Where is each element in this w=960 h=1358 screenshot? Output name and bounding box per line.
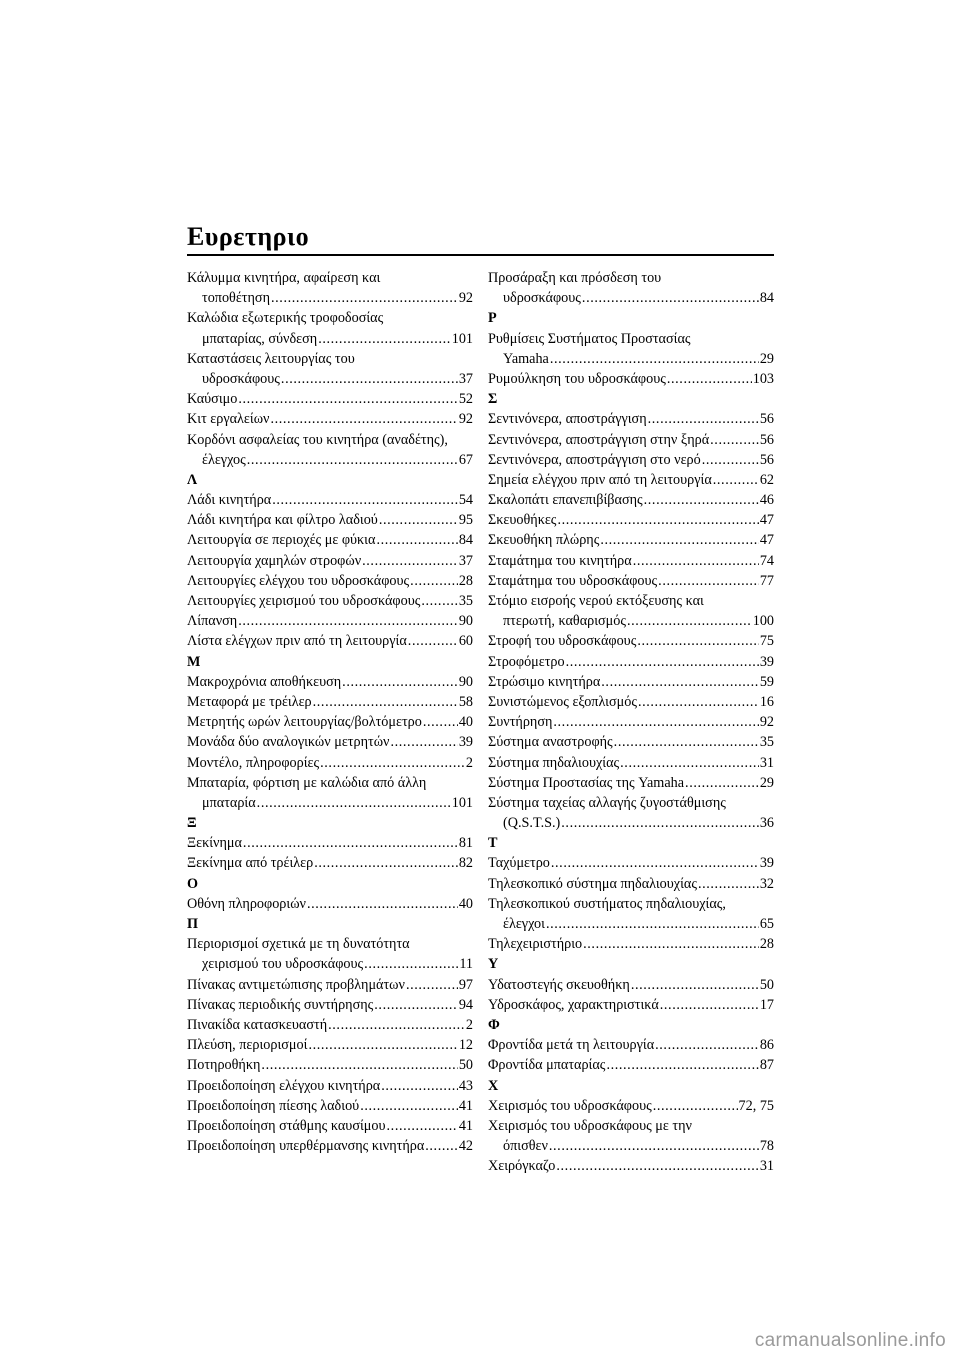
index-entry: [187, 793, 473, 813]
index-letter-heading: Ο: [187, 875, 199, 892]
index-entry: [488, 732, 774, 752]
index-entry: [488, 753, 774, 773]
dot-leader: [566, 652, 759, 672]
index-column-right: [488, 268, 774, 1176]
page-number: 46: [759, 492, 774, 509]
dot-leader: [374, 995, 458, 1015]
index-entry-label: Σκευοθήκες: [488, 512, 557, 529]
page-number: 87: [759, 1057, 774, 1074]
page-number: 101: [451, 794, 473, 811]
index-entry-label: Ρυμούλκηση του υδροσκάφους: [488, 370, 666, 387]
page-number: 35: [759, 734, 774, 751]
index-entry: [187, 611, 473, 631]
page-number: 92: [458, 411, 473, 428]
page-number: 37: [458, 552, 473, 569]
index-entry: [187, 571, 473, 591]
index-entry-text: Τηλεσκοπικού συστήματος πηδαλιουχίας,: [488, 895, 726, 912]
index-entry: [187, 712, 473, 732]
page-number: 31: [759, 1158, 774, 1175]
page-number: 28: [458, 572, 473, 589]
dot-leader: [658, 571, 759, 591]
index-entry: [187, 369, 473, 389]
index-entry: [488, 349, 774, 369]
dot-leader: [667, 369, 752, 389]
page-number: 29: [759, 350, 774, 367]
index-entry: [488, 934, 774, 954]
page-number: 59: [759, 673, 774, 690]
index-entry-label: όπισθεν: [503, 1138, 548, 1155]
index-entry: [488, 430, 774, 450]
page-number: 36: [759, 815, 774, 832]
index-entry-label: Προειδοποίηση ελέγχου κινητήρα: [187, 1077, 381, 1094]
index-entry: [187, 288, 473, 308]
index-entry: [187, 490, 473, 510]
dot-leader: [271, 288, 458, 308]
index-entry: [488, 813, 774, 833]
index-entry-label: Μοντέλο, πληροφορίες: [187, 754, 320, 771]
index-entry-label: Φροντίδα μετά τη λειτουργία: [488, 1037, 655, 1054]
index-entry-label: Λειτουργίες ελέγχου του υδροσκάφους: [187, 572, 410, 589]
page-number: 92: [458, 290, 473, 307]
index-entry-label: μπαταρία: [202, 794, 256, 811]
index-entry-text: Στόμιο εισροής νερού εκτόξευσης και: [488, 593, 704, 609]
index-entry-label: Στροφή του υδροσκάφους: [488, 633, 637, 650]
index-entry: [187, 631, 473, 651]
dot-leader: [423, 712, 458, 732]
page-number: 12: [458, 1037, 473, 1054]
index-entry: [488, 450, 774, 470]
page-number: 78: [759, 1138, 774, 1155]
dot-leader: [238, 611, 458, 631]
index-entry: [488, 571, 774, 591]
index-entry-label: Σεντινόνερα, αποστράγγιση: [488, 411, 647, 428]
page-number: 43: [458, 1077, 473, 1094]
index-entry: [488, 672, 774, 692]
index-entry: [187, 1076, 473, 1096]
dot-leader: [247, 450, 458, 470]
page-number: 42: [458, 1138, 473, 1155]
index-entry-label: Στρώσιμο κινητήρα: [488, 673, 601, 690]
dot-leader: [272, 490, 458, 510]
index-entry-label: Πίνακας περιοδικής συντήρησης: [187, 996, 374, 1013]
dot-leader: [308, 1035, 457, 1055]
title-rule: [187, 254, 774, 256]
dot-leader: [281, 369, 458, 389]
page-number: 92: [759, 714, 774, 731]
page-number: 74: [759, 552, 774, 569]
index-entry-label: μπαταρίας, σύνδεση: [202, 330, 318, 347]
index-entry: [187, 753, 473, 773]
index-column-left: [187, 268, 473, 1156]
index-letter-heading: Χ: [488, 1077, 499, 1094]
page-number: 41: [458, 1097, 473, 1114]
index-entry-label: Τηλεχειριστήριο: [488, 936, 583, 953]
index-entry: [187, 450, 473, 470]
index-entry-label: Πίνακας αντιμετώπισης προβλημάτων: [187, 976, 405, 993]
index-entry-text: Καταστάσεις λειτουργίας του: [187, 350, 355, 367]
page-number: 101: [451, 330, 473, 347]
index-entry-label: υδροσκάφους: [503, 290, 581, 307]
dot-leader: [653, 1096, 738, 1116]
index-entry-label: έλεγχος: [202, 451, 246, 468]
index-letter-heading: Υ: [488, 956, 499, 973]
index-entry-label: Λειτουργία χαμηλών στροφών: [187, 552, 362, 569]
index-entry: [488, 773, 774, 793]
index-letter-heading: Λ: [187, 471, 198, 488]
dot-leader: [648, 409, 759, 429]
index-letter-heading: Τ: [488, 835, 498, 852]
page-number: 90: [458, 613, 473, 630]
page-number: 40: [458, 714, 473, 731]
index-entry-text: Κάλυμμα κινητήρα, αφαίρεση και: [187, 270, 381, 286]
page-number: 47: [759, 512, 774, 529]
index-entry: [187, 1055, 473, 1075]
page-number: 81: [458, 835, 473, 852]
index-letter-heading: Μ: [187, 653, 201, 670]
dot-leader: [655, 1035, 759, 1055]
dot-leader: [320, 753, 465, 773]
dot-leader: [314, 853, 458, 873]
dot-leader: [601, 672, 759, 692]
index-entry-label: Προειδοποίηση στάθμης καυσίμου: [187, 1117, 386, 1134]
dot-leader: [425, 1136, 458, 1156]
index-entry: [488, 551, 774, 571]
dot-leader: [313, 692, 458, 712]
index-entry-label: Σεντινόνερα, αποστράγγιση στο νερό: [488, 451, 701, 468]
index-entry-label: Λειτουργία σε περιοχές με φύκια: [187, 532, 376, 549]
index-entry: [488, 369, 774, 389]
index-entry: [187, 954, 473, 974]
index-entry-label: Υδατοστεγής σκευοθήκη: [488, 976, 630, 993]
index-entry-label: Πλεύση, περιορισμοί: [187, 1037, 308, 1054]
index-entry: [187, 389, 473, 409]
index-entry-label: Στροφόμετρο: [488, 653, 565, 670]
dot-leader: [551, 853, 759, 873]
index-entry: [488, 1055, 774, 1075]
dot-leader: [381, 1076, 458, 1096]
dot-leader: [644, 490, 759, 510]
page-number: 41: [458, 1117, 473, 1134]
index-entry: [187, 1116, 473, 1136]
index-entry: [187, 995, 473, 1015]
index-entry-label: έλεγχοι: [503, 916, 545, 932]
page-number: 11: [459, 956, 473, 973]
page-number: 84: [759, 290, 774, 307]
index-entry-label: χειρισμού του υδροσκάφους: [202, 956, 364, 973]
page-number: 95: [458, 512, 473, 529]
page-number: 29: [759, 774, 774, 791]
index-entry: [488, 692, 774, 712]
page-number: 100: [752, 613, 774, 630]
page-number: 90: [458, 673, 473, 690]
index-entry: [488, 409, 774, 429]
index-letter-heading: Ρ: [488, 310, 497, 327]
page-number: 50: [458, 1057, 473, 1074]
dot-leader: [421, 591, 457, 611]
page-number: 2: [465, 1016, 473, 1033]
dot-leader: [364, 954, 458, 974]
dot-leader: [243, 833, 458, 853]
index-entry-label: τοποθέτηση: [202, 290, 270, 307]
dot-leader: [685, 773, 759, 793]
index-entry-label: Προειδοποίηση υπερθέρμανσης κινητήρα: [187, 1138, 425, 1155]
page-number: 40: [458, 895, 473, 912]
index-letter-heading: Π: [187, 916, 199, 932]
index-entry-label: (Q.S.T.S.): [503, 815, 561, 832]
index-entry-label: Σύστημα Προστασίας της Yamaha: [488, 774, 685, 791]
dot-leader: [318, 329, 451, 349]
dot-leader: [583, 934, 759, 954]
page-number: 56: [759, 411, 774, 428]
dot-leader: [390, 732, 457, 752]
index-entry: [488, 530, 774, 550]
index-entry-label: Μονάδα δύο αναλογικών μετρητών: [187, 734, 390, 751]
page-number: 52: [458, 391, 473, 408]
page-number: 39: [759, 855, 774, 872]
dot-leader: [582, 288, 759, 308]
index-entry-label: Πινακίδα κατασκευαστή: [187, 1016, 328, 1033]
page-number: 65: [759, 916, 774, 932]
index-entry-label: Σταμάτημα του υδροσκάφους: [488, 572, 658, 589]
index-entry-text: Ρυθμίσεις Συστήματος Προστασίας: [488, 330, 691, 347]
page-number: 31: [759, 754, 774, 771]
index-entry-label: πτερωτή, καθαρισμός: [503, 613, 627, 630]
index-entry: [187, 530, 473, 550]
index-entry-label: Οθόνη πληροφοριών: [187, 895, 306, 912]
index-entry: [488, 652, 774, 672]
dot-leader: [561, 813, 759, 833]
index-entry: [488, 631, 774, 651]
page-number: 37: [458, 370, 473, 387]
dot-leader: [257, 793, 451, 813]
index-entry: [488, 490, 774, 510]
page-number: 2: [465, 754, 473, 771]
page-number: 56: [759, 431, 774, 448]
dot-leader: [600, 530, 759, 550]
dot-leader: [556, 1156, 758, 1176]
index-entry-label: Χειρισμός του υδροσκάφους: [488, 1097, 652, 1114]
index-entry-text: Σύστημα ταχείας αλλαγής ζυγοστάθμισης: [488, 794, 726, 811]
dot-leader: [631, 975, 759, 995]
dot-leader: [410, 571, 458, 591]
page-number: 60: [458, 633, 473, 650]
index-entry-text: Μπαταρία, φόρτιση με καλώδια από άλλη: [187, 774, 427, 791]
dot-leader: [606, 1055, 758, 1075]
index-entry: [187, 1015, 473, 1035]
index-entry-label: Λίπανση: [187, 613, 238, 630]
dot-leader: [387, 1116, 458, 1136]
dot-leader: [406, 975, 458, 995]
dot-leader: [638, 692, 759, 712]
index-entry-label: Σταμάτημα του κινητήρα: [488, 552, 632, 569]
dot-leader: [549, 1136, 759, 1156]
index-entry-label: Ποτηροθήκη: [187, 1057, 261, 1074]
index-entry-label: Μετρητής ωρών λειτουργίας/βολτόμετρο: [187, 714, 422, 731]
index-entry: [187, 672, 473, 692]
index-entry-label: Καύσιμο: [187, 391, 238, 408]
dot-leader: [360, 1096, 458, 1116]
index-entry: [488, 914, 774, 934]
dot-leader: [713, 470, 759, 490]
index-entry: [187, 551, 473, 571]
index-entry: [187, 833, 473, 853]
page-number: 54: [458, 492, 473, 509]
index-entry-label: Λάδι κινητήρα: [187, 492, 272, 509]
dot-leader: [633, 551, 759, 571]
index-entry: [488, 874, 774, 894]
index-entry-text: Περιορισμοί σχετικά με τη δυνατότητα: [187, 936, 410, 953]
index-entry-label: Συνιστώμενος εξοπλισμός: [488, 693, 637, 710]
dot-leader: [328, 1015, 465, 1035]
index-entry-label: Σκαλοπάτι επανεπιβίβασης: [488, 492, 643, 509]
dot-leader: [379, 510, 458, 530]
index-entry-label: Λειτουργίες χειρισμού του υδροσκάφους: [187, 593, 421, 609]
index-entry: [187, 409, 473, 429]
index-entry: [187, 975, 473, 995]
index-entry-label: Σημεία ελέγχου πριν από τη λειτουργία: [488, 471, 712, 488]
index-entry: [488, 510, 774, 530]
page-number: 94: [458, 996, 473, 1013]
index-entry: [187, 329, 473, 349]
page-number: 82: [458, 855, 473, 872]
page-number: 28: [759, 936, 774, 953]
index-entry: [187, 894, 473, 914]
dot-leader: [408, 631, 458, 651]
dot-leader: [660, 995, 759, 1015]
page-number: 47: [759, 532, 774, 549]
index-entry-label: Ξεκίνημα: [187, 835, 242, 852]
dot-leader: [342, 672, 458, 692]
page-number: 84: [458, 532, 473, 549]
index-letter-heading: Ξ: [187, 815, 197, 832]
index-entry: [187, 1136, 473, 1156]
page-number: 67: [458, 451, 473, 468]
index-entry-label: υδροσκάφους: [202, 370, 280, 387]
index-entry-label: Κιτ εργαλείων: [187, 411, 270, 428]
dot-leader: [376, 530, 457, 550]
index-entry: [488, 712, 774, 732]
index-entry-label: Μεταφορά με τρέιλερ: [187, 693, 312, 710]
index-entry-label: Σκευοθήκη πλώρης: [488, 532, 600, 549]
index-entry-label: Τηλεσκοπικό σύστημα πηδαλιουχίας: [488, 875, 697, 892]
dot-leader: [307, 894, 458, 914]
page-number: 39: [759, 653, 774, 670]
page-number: 86: [759, 1037, 774, 1054]
index-entry: [488, 611, 774, 631]
page-number: 72, 75: [738, 1097, 774, 1114]
index-entry: [488, 1156, 774, 1176]
index-entry: [187, 1035, 473, 1055]
index-letter-heading: Σ: [488, 391, 498, 408]
index-entry-text: Κορδόνι ασφαλείας του κινητήρα (αναδέτης),: [187, 431, 448, 448]
dot-leader: [620, 753, 759, 773]
index-entry-label: Μακροχρόνια αποθήκευση: [187, 673, 342, 690]
index-entry-label: Σεντινόνερα, αποστράγγιση στην ξηρά: [488, 431, 710, 448]
index-entry: [187, 1096, 473, 1116]
page-number: 35: [458, 593, 473, 609]
dot-leader: [362, 551, 458, 571]
index-entry: [488, 853, 774, 873]
index-entry-label: Χειρόγκαζο: [488, 1158, 556, 1175]
page-number: 32: [759, 875, 774, 892]
index-entry-label: Φροντίδα μπαταρίας: [488, 1057, 606, 1074]
page-number: 75: [759, 633, 774, 650]
index-entry: [187, 510, 473, 530]
index-entry-label: Ταχύμετρο: [488, 855, 550, 872]
page-number: 103: [752, 370, 774, 387]
index-entry-text: Χειρισμός του υδροσκάφους με την: [488, 1117, 692, 1134]
index-entry: [187, 732, 473, 752]
index-entry: [488, 470, 774, 490]
dot-leader: [614, 732, 759, 752]
page-number: 50: [759, 976, 774, 993]
page-number: 56: [759, 451, 774, 468]
index-entry-text: Καλώδια εξωτερικής τροφοδοσίας: [187, 310, 384, 327]
dot-leader: [698, 874, 759, 894]
dot-leader: [627, 611, 752, 631]
index-entry: [488, 1096, 774, 1116]
index-entry: [187, 591, 473, 611]
index-entry: [187, 853, 473, 873]
index-entry: [488, 1035, 774, 1055]
dot-leader: [557, 510, 758, 530]
dot-leader: [261, 1055, 457, 1075]
page-number: 39: [458, 734, 473, 751]
dot-leader: [637, 631, 759, 651]
page-title: Ευρετηριο: [187, 222, 310, 251]
index-entry: [488, 288, 774, 308]
index-entry-label: Λάδι κινητήρα και φίλτρο λαδιού: [187, 512, 378, 529]
dot-leader: [546, 914, 759, 934]
page-number: 77: [759, 572, 774, 589]
index-letter-heading: Φ: [488, 1016, 500, 1033]
dot-leader: [550, 349, 759, 369]
index-entry-label: Σύστημα πηδαλιουχίας: [488, 754, 620, 771]
index-entry-label: Λίστα ελέγχων πριν από τη λειτουργία: [187, 633, 407, 650]
index-entry-label: Yamaha: [503, 350, 549, 367]
index-entry-label: Συντήρηση: [488, 714, 553, 731]
dot-leader: [238, 389, 457, 409]
index-entry-text: Προσάραξη και πρόσδεση του: [488, 270, 662, 286]
dot-leader: [710, 430, 759, 450]
index-entry: [187, 692, 473, 712]
dot-leader: [553, 712, 758, 732]
index-entry-label: Προειδοποίηση πίεσης λαδιού: [187, 1097, 360, 1114]
dot-leader: [270, 409, 457, 429]
page-number: 58: [458, 693, 473, 710]
watermark-footer: carmanualsonline.info: [754, 1330, 946, 1351]
page-number: 16: [759, 693, 774, 710]
index-entry: [488, 995, 774, 1015]
index-entry-label: Ξεκίνημα από τρέιλερ: [187, 855, 314, 872]
index-entry: [488, 1136, 774, 1156]
dot-leader: [702, 450, 759, 470]
index-entry-label: Υδροσκάφος, χαρακτηριστικά: [488, 996, 659, 1013]
page-number: 17: [759, 996, 774, 1013]
index-entry: [488, 975, 774, 995]
page-number: 62: [759, 471, 774, 488]
index-entry-label: Σύστημα αναστροφής: [488, 734, 613, 751]
page-number: 97: [458, 976, 473, 993]
